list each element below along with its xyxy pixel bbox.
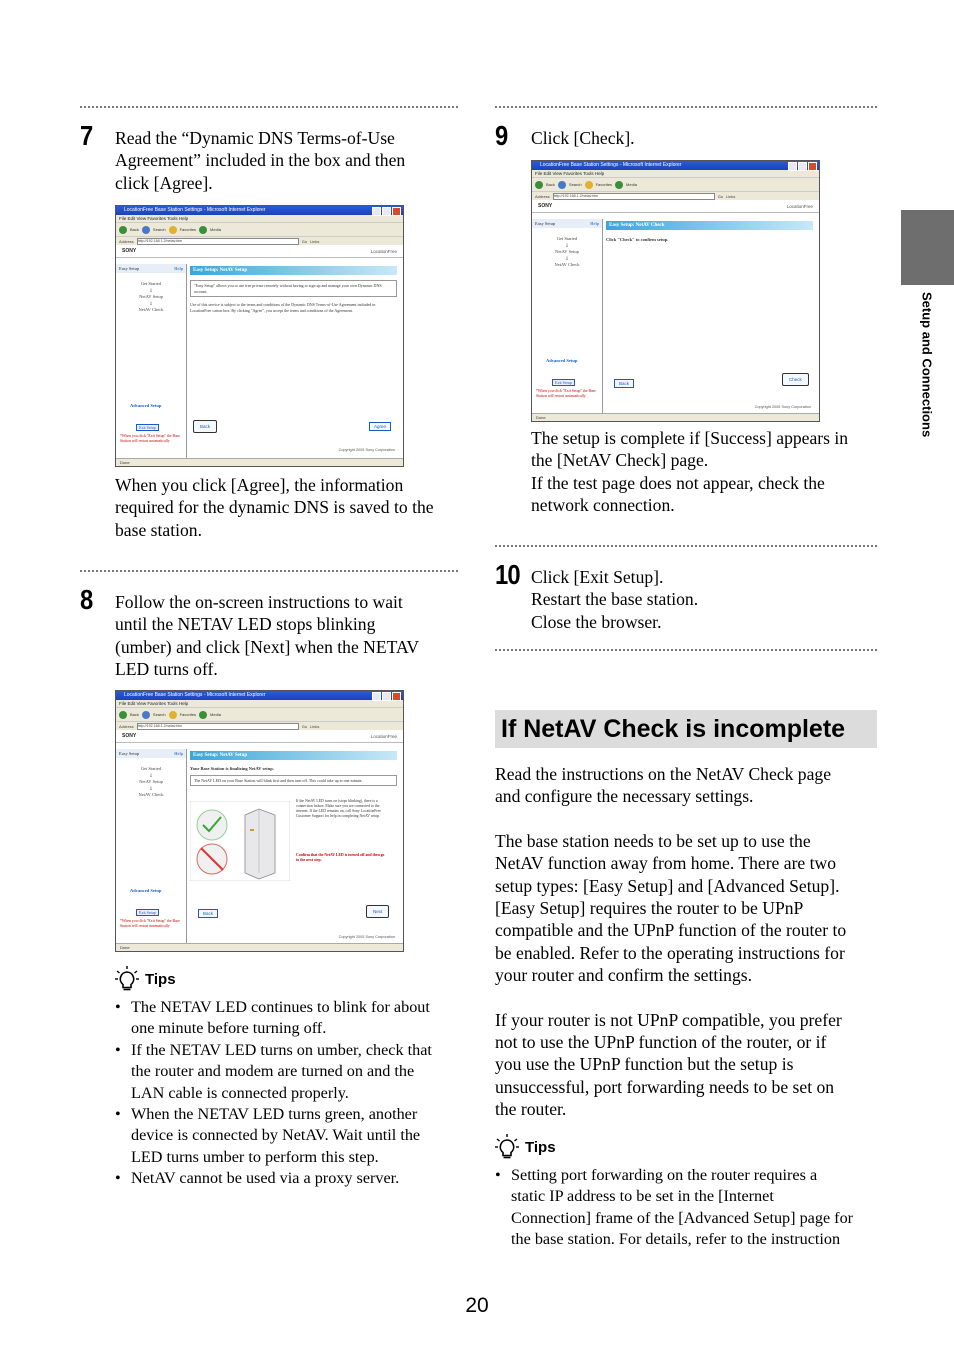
step-8-text <box>115 591 460 681</box>
address-bar: Address http://192.168.1.2/netav.htm Go Links <box>532 191 819 200</box>
text-line: base station. <box>115 519 202 540</box>
text-line: Close the browser. <box>531 611 662 632</box>
text-line: Restart the base station. <box>531 589 699 610</box>
tips-heading <box>495 1134 556 1160</box>
step-9-text <box>531 127 877 149</box>
copyright: Copyright 2005 Sony Corporation <box>338 935 395 939</box>
text-line: Follow the on-screen instructions to wait <box>115 592 403 612</box>
locationfree-logo: LocationFree <box>370 733 397 739</box>
text-line: The base station needs to be set up to use the <box>495 830 811 851</box>
tip-item: • If the NETAV LED turns on umber, check that the router and modem are turned on and the LAN cable is connected properly. <box>115 1040 460 1104</box>
advanced-setup-link[interactable]: Advanced Setup <box>130 888 162 893</box>
tips-list <box>115 997 460 1190</box>
menu-bar: File Edit View Favorites Tools Help <box>116 700 403 707</box>
advanced-setup-link[interactable]: Advanced Setup <box>130 403 162 408</box>
text-line: If the test page does not appear, check the <box>531 472 825 493</box>
side-tab-label <box>920 292 934 482</box>
check-instruction: Click "Check" to confirm setup. <box>606 237 669 242</box>
window-title: LocationFree Base Station Settings - Microsoft Internet Explorer <box>124 207 266 213</box>
text-line: (umber) and click [Next] when the NETAV <box>115 636 420 657</box>
text-line: NetAV function away from home. There are two <box>495 853 837 874</box>
sony-logo: SONY <box>538 203 553 209</box>
led-instructions: If the NetAV LED turns on (stops blinking), there is a connection failure. Make sure you are connected to the internet. If the LED remains on, call Sony LocationFree Customer Support for help in completing NetAV setup. <box>296 799 381 818</box>
text-line: If your router is not UPnP compatible, you prefer <box>495 1009 842 1030</box>
back-button[interactable]: Back <box>193 420 217 433</box>
page-header: Easy Setup: NetAV Check <box>606 221 813 230</box>
screenshot-step-9 <box>531 160 820 422</box>
text-line: not to use the UPnP function of the router, or if <box>495 1032 827 1053</box>
separator <box>80 106 458 108</box>
text-line: Agreement” included in the box and then <box>115 150 406 171</box>
separator <box>495 545 877 547</box>
address-bar: Address http://192.168.1.2/netav.htm Go Links <box>116 236 403 245</box>
step-8-number: 8 <box>80 584 93 615</box>
text-line: you use the UPnP function but the setup is <box>495 1054 794 1075</box>
separator <box>495 106 877 108</box>
screenshot-step-8 <box>115 690 404 952</box>
page-number: 20 <box>465 1294 489 1317</box>
lightbulb-icon <box>115 966 139 992</box>
text-line: until the NETAV LED stops blinking <box>115 614 376 635</box>
next-button[interactable]: Next <box>366 905 389 918</box>
text-line: Read the “Dynamic DNS Terms-of-Use <box>115 128 395 148</box>
step-7-text <box>115 127 460 194</box>
screenshot-step-7 <box>115 205 404 467</box>
separator <box>495 649 877 651</box>
text-line: unsuccessful, port forwarding needs to be set on <box>495 1076 835 1097</box>
setup-sidebar: Easy Setup Help Get Started ⇩ NetAV Setup ⇩ NetAV Check Advanced Setup Exit Setup *When you click "Exit Setup" the Base Station will restart automatically <box>116 264 187 459</box>
text-line: LED turns off. <box>115 659 218 680</box>
text-line: Read the instructions on the NetAV Check page <box>495 764 832 784</box>
step-9-result <box>531 427 877 517</box>
menu-bar: File Edit View Favorites Tools Help <box>116 215 403 222</box>
info-box: "Easy Setup" allows you to use free private remotely without having to sign up and manage your own Dynamic DNS account. <box>190 280 397 297</box>
section-heading <box>495 710 877 748</box>
text-line: compatible and the UPnP function of the router to <box>495 920 847 941</box>
step-10-text <box>531 566 877 633</box>
advanced-setup-link[interactable]: Advanced Setup <box>546 358 578 363</box>
toolbar: Back Search Favorites Media <box>116 707 403 721</box>
text-line: setup types: [Easy Setup] and [Advanced Setup]. <box>495 875 840 896</box>
tips-label: Tips <box>145 970 176 988</box>
exit-setup-button[interactable]: Exit Setup <box>136 424 159 431</box>
tips-heading <box>115 966 176 992</box>
tip-item: • NetAV cannot be used via a proxy server. <box>115 1168 460 1189</box>
status-bar: Done <box>532 413 819 421</box>
tips-label: Tips <box>525 1138 556 1156</box>
sony-logo: SONY <box>122 248 137 254</box>
text-line: network connection. <box>531 495 675 516</box>
step-10-number: 10 <box>495 559 520 590</box>
terms-text: Use of this service is subject to the terms and conditions of the Dynamic DNS Terms-of-Use Agreement included in LocationFree carton box. By clicking "Agree", you accept the terms and conditions of the Agreement. <box>190 302 376 313</box>
address-bar: Address http://192.168.1.2/netav.htm Go Links <box>116 721 403 730</box>
text-line: The setup is complete if [Success] appears in <box>531 428 849 448</box>
text-line: your router and confirm the settings. <box>495 965 752 986</box>
section-body <box>495 763 877 1121</box>
copyright: Copyright 2005 Sony Corporation <box>338 448 395 452</box>
status-bar: Done <box>116 943 403 951</box>
setup-sidebar: Easy Setup Help Get Started ⇩ NetAV Setup ⇩ NetAV Check Advanced Setup Exit Setup *When you click "Exit Setup" the Base Station will restart automatically <box>116 749 187 944</box>
side-tab <box>901 210 954 285</box>
tip-item: • The NETAV LED continues to blink for about one minute before turning off. <box>115 997 460 1040</box>
exit-setup-button[interactable]: Exit Setup <box>552 379 575 386</box>
window-title: LocationFree Base Station Settings - Microsoft Internet Explorer <box>540 162 682 168</box>
text-line: [Easy Setup] requires the router to be UPnP <box>495 898 804 919</box>
page-header: Easy Setup: NetAV Setup <box>190 266 397 275</box>
tips-list <box>495 1165 877 1251</box>
step-9-number: 9 <box>495 120 508 151</box>
side-tab-text: Setup and Connections <box>919 292 935 438</box>
setup-sidebar: Easy Setup Help Get Started ⇩ NetAV Setup ⇩ NetAV Check Advanced Setup Exit Setup *When you click "Exit Setup" the Base Station will restart automatically <box>532 219 603 414</box>
base-station-illustration <box>190 801 290 881</box>
toolbar: Back Search Favorites Media <box>116 222 403 236</box>
back-button[interactable]: Back <box>614 379 634 388</box>
menu-bar: File Edit View Favorites Tools Help <box>532 170 819 177</box>
page-header: Easy Setup: NetAV Setup <box>190 751 397 760</box>
copyright: Copyright 2005 Sony Corporation <box>754 405 811 409</box>
sony-logo: SONY <box>122 733 137 739</box>
back-button[interactable]: Back <box>198 909 218 918</box>
text-line: the [NetAV Check] page. <box>531 450 709 471</box>
locationfree-logo: LocationFree <box>786 203 813 209</box>
tip-item: • Setting port forwarding on the router requires a static IP address to be set in the [Internet Connection] frame of the [Advanced Setup] page for the base station. For details, refer to the instruction <box>495 1165 877 1251</box>
text-line: When you click [Agree], the information <box>115 475 404 495</box>
text-line: the router. <box>495 1099 567 1120</box>
step-7-number: 7 <box>80 120 93 151</box>
text-line: Click [Exit Setup]. <box>531 567 664 587</box>
confirm-text: Confirm that the NetAV LED is turned off and then go to the next step. <box>296 853 385 862</box>
check-button[interactable]: Check <box>782 373 809 386</box>
tip-item: • When the NETAV LED turns green, another device is connected by NetAV. Wait until the LED turns umber to perform this step. <box>115 1104 460 1168</box>
text-line: Click [Check]. <box>531 128 635 148</box>
separator <box>80 570 458 572</box>
section-title: If NetAV Check is incomplete <box>501 715 846 743</box>
text-line: click [Agree]. <box>115 172 213 193</box>
info-box: The NetAV LED on your Base Station will blink first and then turn off. This could take up to one minute. <box>190 775 397 787</box>
text-line: required for the dynamic DNS is saved to the <box>115 497 434 518</box>
text-line: be enabled. Refer to the operating instructions for <box>495 942 845 963</box>
lightbulb-icon <box>495 1134 519 1160</box>
toolbar: Back Search Favorites Media <box>532 177 819 191</box>
locationfree-logo: LocationFree <box>370 248 397 254</box>
finalizing-text: Your Base Station is finalizing NetAV setup. <box>190 766 274 771</box>
text-line: and configure the necessary settings. <box>495 786 754 807</box>
exit-setup-button[interactable]: Exit Setup <box>136 909 159 916</box>
agree-button[interactable]: Agree <box>369 422 391 431</box>
status-bar: Done <box>116 458 403 466</box>
window-title: LocationFree Base Station Settings - Microsoft Internet Explorer <box>124 692 266 698</box>
step-7-result <box>115 474 460 541</box>
